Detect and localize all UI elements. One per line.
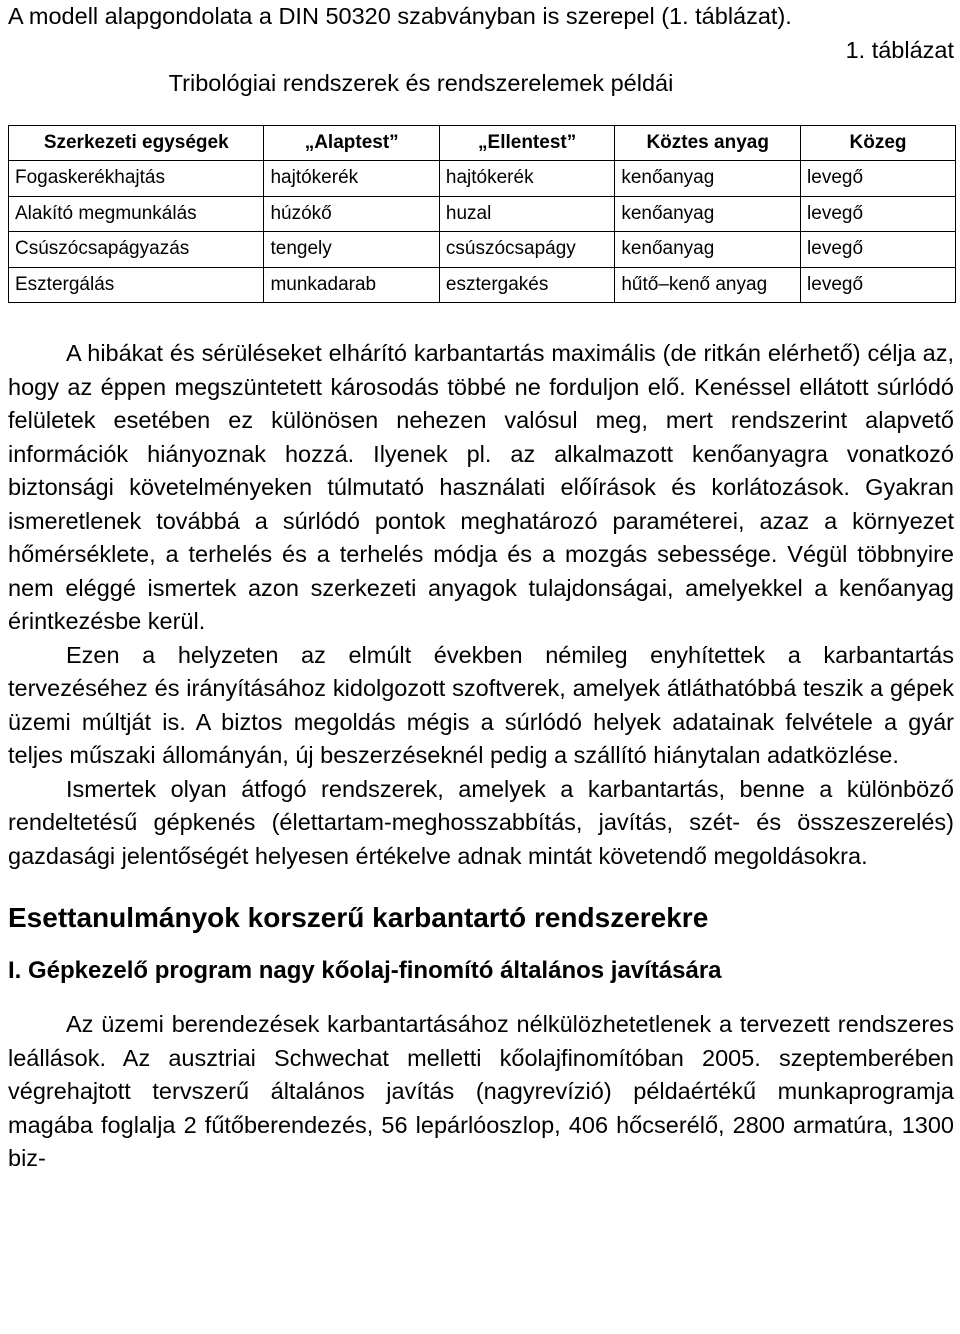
header-cell: Közeg <box>801 125 956 161</box>
header-cell: Szerkezeti egységek <box>9 125 264 161</box>
document-page <box>8 0 954 1176</box>
table-cell: levegő <box>801 232 956 268</box>
table-header-row <box>9 125 956 161</box>
table-cell: levegő <box>801 196 956 232</box>
table-cell: hűtő–kenő anyag <box>615 267 801 303</box>
table-cell: kenőanyag <box>615 196 801 232</box>
table-title: Tribológiai rendszerek és rendszerelemek példái <box>168 69 674 96</box>
table-cell: hajtókerék <box>264 161 439 197</box>
table-row <box>9 267 956 303</box>
table-cell: kenőanyag <box>615 232 801 268</box>
table-number: 1. táblázat <box>845 36 954 63</box>
section-heading: Esettanulmányok korszerű karbantartó rendszerekre <box>8 902 709 933</box>
table-cell: esztergakés <box>439 267 614 303</box>
table-cell: huzal <box>439 196 614 232</box>
subsection-heading: I. Gépkezelő program nagy kőolaj-finomító általános javítására <box>8 957 722 984</box>
table-row <box>9 161 956 197</box>
table-cell: Alakító megmunkálás <box>9 196 264 232</box>
intro-paragraph: A modell alapgondolata a DIN 50320 szabványban is szerepel (1. táblázat). <box>8 3 792 29</box>
header-cell: Köztes anyag <box>615 125 801 161</box>
body-paragraph: Ezen a helyzeten az elmúlt években némileg enyhítettek a karbantartás tervezéséhez és irányításához kidolgozott szoftverek, amelyek átláthatóbbá teszik a gépek üzemi múltját is. A biztos megoldás mégis a súrlódó helyek adatainak felvétele a gyár teljes műszaki állományán, új beszerzéseknél pedig a szállító hiánytalan adatközlése. <box>8 641 954 768</box>
case-paragraph: Az üzemi berendezések karbantartásához nélkülözhetetlenek a tervezett rendszeres leállások. Az ausztriai Schwechat melletti kőolajfinomítóban 2005. szeptemberében végrehajtott tervszerű általános javítás (nagyrevízió) példaértékű munkaprogramja magába foglalja 2 fűtőberendezés, 56 lepárlóoszlop, 406 hőcserélő, 2800 armatúra, 1300 biz- <box>8 1011 954 1171</box>
table-cell: hajtókerék <box>439 161 614 197</box>
table-cell: csúszócsapágy <box>439 232 614 268</box>
table-cell: tengely <box>264 232 439 268</box>
table-cell: Esztergálás <box>9 267 264 303</box>
body-paragraph: Ismertek olyan átfogó rendszerek, amelyek a karbantartás, benne a különböző rendeltetésű gépkenés (élettartam-meghosszabbítás, javítás, szét- és összeszerelés) gazdasági jelentőségét helyesen értékelve adnak mintát követendő megoldásokra. <box>8 775 954 869</box>
tribology-table <box>8 125 956 304</box>
table-cell: levegő <box>801 161 956 197</box>
header-cell: „Alaptest” <box>264 125 439 161</box>
table-row <box>9 196 956 232</box>
table-cell: Fogaskerékhajtás <box>9 161 264 197</box>
table-cell: Csúszócsapágyazás <box>9 232 264 268</box>
table-cell: kenőanyag <box>615 161 801 197</box>
table-cell: munkadarab <box>264 267 439 303</box>
header-cell: „Ellentest” <box>439 125 614 161</box>
body-paragraph: A hibákat és sérüléseket elhárító karbantartás maximális (de ritkán elérhető) célja az, hogy az éppen megszüntetett károsodás többé ne forduljon elő. Kenéssel ellátott súrlódó felületek esetében ez különösen nehezen valósul meg, mert rendszerint alapvető információk hiányoznak hozzá. Ilyenek pl. az alkalmazott kenőanyagra vonatkozó biztonsági követelményeken túlmutató használati előírások és korlátozások. Gyakran ismeretlenek továbbá a súrlódó pontok meghatározó paraméterei, azaz a környezet hőmérséklete, a terhelés és a terhelés módja és a mozgás sebessége. Végül többnyire nem eléggé ismertek azon szerkezeti anyagok tulajdonságai, amelyekkel a kenőanyag érintkezésbe kerül. <box>8 340 954 634</box>
table-cell: húzókő <box>264 196 439 232</box>
table-cell: levegő <box>801 267 956 303</box>
table-row <box>9 232 956 268</box>
